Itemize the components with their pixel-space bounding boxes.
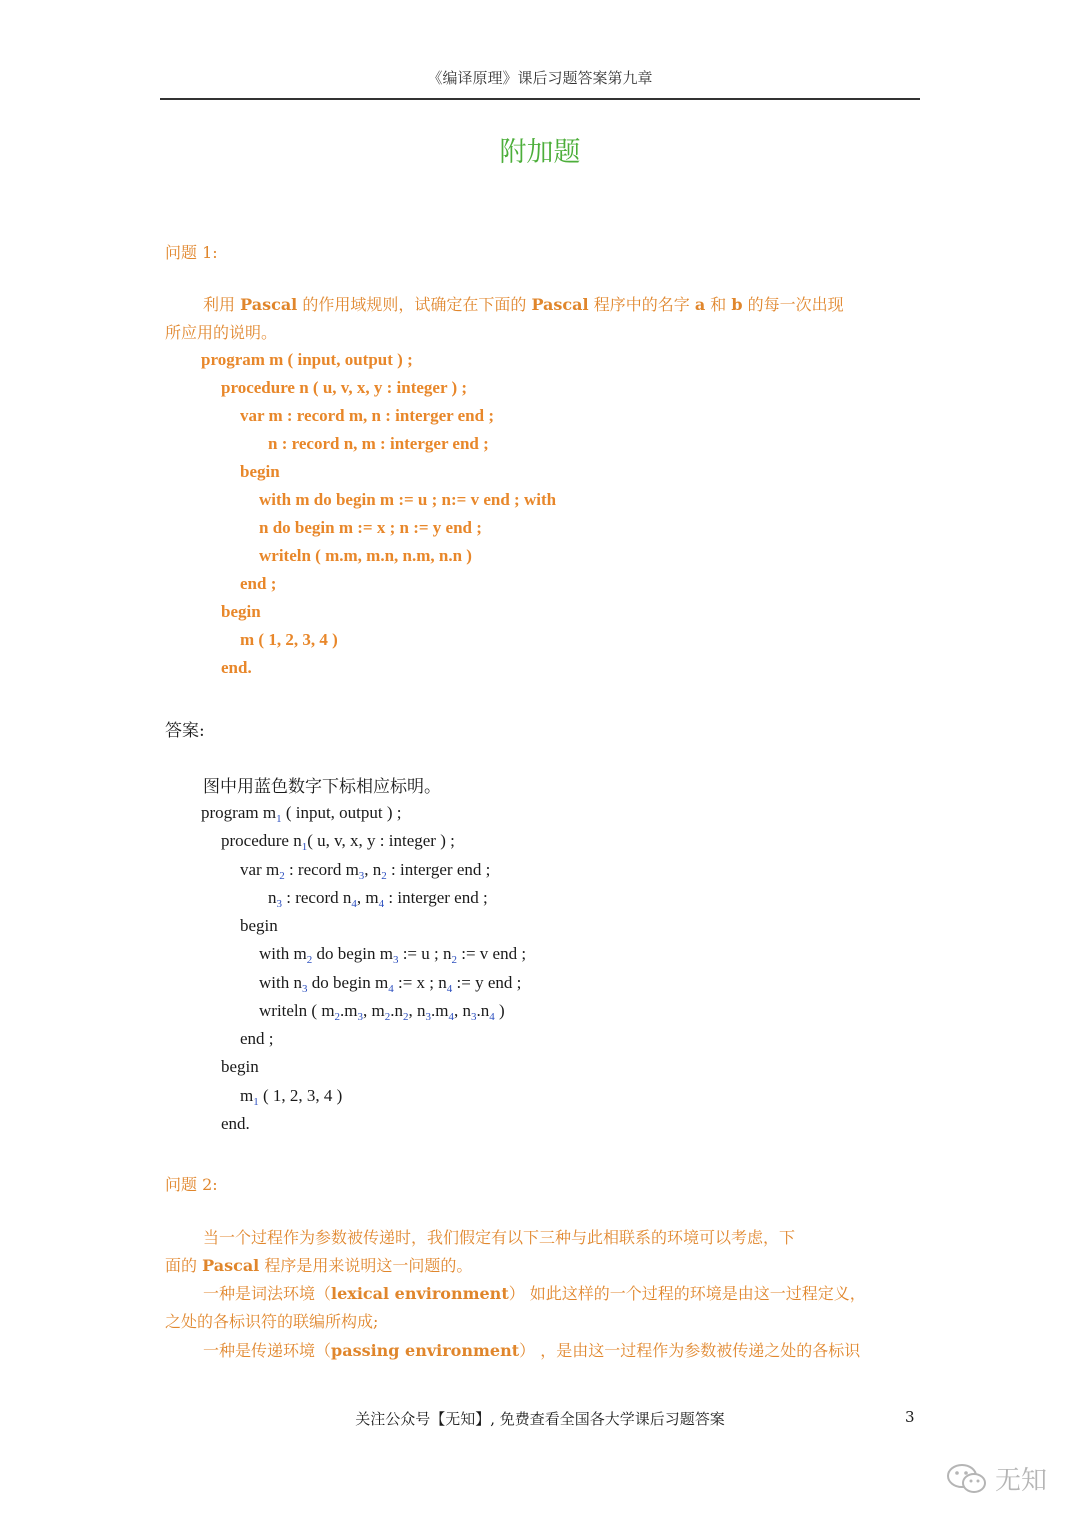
q1-code-line-4: n : record n, m : interger end ; — [268, 434, 489, 453]
text-run: , n — [408, 1001, 426, 1020]
subscript: 1 — [301, 841, 308, 853]
text-run: 程序中的名字 — [588, 295, 695, 314]
text-run: with n — [259, 973, 302, 992]
answer-line-7 — [259, 973, 521, 993]
answer-line-4 — [268, 888, 488, 908]
subscript: 4 — [378, 898, 385, 910]
text-run: : record m — [284, 860, 359, 879]
text-run: , m — [356, 888, 379, 907]
text-run: 程序是用来说明这一问题的。 — [259, 1256, 473, 1275]
text-run: ( input, output ) ; — [281, 803, 402, 822]
text-run-bold: Pascal — [531, 295, 589, 314]
header-rule — [160, 98, 920, 100]
subscript: 1 — [276, 813, 282, 825]
answer-line-3 — [240, 860, 490, 880]
subscript: 3 — [425, 1011, 432, 1023]
text-run: , n — [364, 860, 382, 879]
q2-p1-line1: 当一个过程作为参数被传递时，我们假定有以下三种与此相联系的环境可以考虑，下 — [203, 1228, 796, 1247]
answer-line-8 — [259, 1001, 505, 1021]
text-run-bold: a — [694, 295, 706, 314]
answer-line-11 — [240, 1086, 342, 1106]
q1-code-line-10: begin — [221, 602, 261, 621]
header-title: 《编译原理》课后习题答案第九章 — [427, 69, 653, 87]
subscript: 3 — [357, 1011, 364, 1023]
q1-code-line-5: begin — [240, 462, 280, 481]
text-run: : record n — [282, 888, 352, 907]
subscript: 3 — [358, 870, 365, 882]
text-run-bold: b — [731, 295, 743, 314]
text-run: := u ; n — [398, 944, 452, 963]
text-run: := y end ; — [452, 973, 522, 992]
text-run: n — [268, 888, 277, 907]
q1-intro-line1 — [203, 291, 844, 319]
subscript: 2 — [334, 1011, 341, 1023]
text-run-bold: lexical environment — [331, 1284, 509, 1303]
text-run: : interger end ; — [384, 888, 488, 907]
q1-code-line-9: end ; — [240, 574, 277, 593]
text-run: .m — [340, 1001, 358, 1020]
q1-code-line-2: procedure n ( u, v, x, y : integer ) ; — [221, 378, 468, 397]
text-run: 利用 — [203, 295, 241, 314]
subscript: 4 — [351, 898, 357, 910]
answer-line-12: end. — [221, 1114, 250, 1133]
answer-line-6 — [259, 944, 526, 964]
subscript: 2 — [384, 1011, 391, 1023]
text-run: do begin m — [307, 973, 389, 992]
text-run: .n — [390, 1001, 404, 1020]
text-run-bold: Pascal — [202, 1256, 260, 1275]
text-run: ) — [494, 1001, 505, 1020]
subscript: 2 — [403, 1011, 409, 1023]
text-run: 和 — [705, 295, 732, 314]
answer-line-9: end ; — [240, 1029, 274, 1048]
page-number: 3 — [905, 1408, 915, 1426]
q2-heading: 问题 2: — [165, 1175, 218, 1194]
text-run: 面的 — [165, 1256, 203, 1275]
subscript: 2 — [381, 870, 387, 882]
subscript: 2 — [306, 954, 313, 966]
answer-line-5: begin — [240, 916, 278, 935]
subscript: 3 — [301, 983, 308, 995]
q1-code-line-11: m ( 1, 2, 3, 4 ) — [240, 630, 338, 649]
text-run: writeln ( m — [259, 1001, 335, 1020]
q1-code-line-6: with m do begin m := u ; n:= v end ; with — [259, 490, 557, 509]
text-run: program m — [201, 803, 277, 822]
text-run: .n — [476, 1001, 490, 1020]
page-title: 附加题 — [499, 137, 581, 168]
footer-text: 关注公众号【无知】, 免费查看全国各大学课后习题答案 — [355, 1410, 725, 1428]
answer-note: 图中用蓝色数字下标相应标明。 — [203, 777, 441, 797]
text-run: procedure n — [221, 831, 302, 850]
text-run: 一种是传递环境（ — [203, 1341, 332, 1360]
text-run: m — [240, 1086, 254, 1105]
text-run: do begin m — [312, 944, 393, 963]
text-run: var m — [240, 860, 280, 879]
q1-code-line-1: program m ( input, output ) ; — [201, 350, 413, 369]
text-run: := x ; n — [393, 973, 447, 992]
subscript: 3 — [471, 1011, 477, 1023]
text-run: := v end ; — [457, 944, 527, 963]
q1-heading: 问题 1: — [165, 243, 218, 262]
answer-line-10: begin — [221, 1057, 259, 1076]
q2-p2-line2: 之处的各标识符的联编所构成; — [165, 1312, 379, 1331]
subscript: 3 — [276, 898, 282, 910]
subscript: 4 — [448, 1011, 454, 1023]
q1-code-line-12: end. — [221, 658, 252, 677]
q1-code-line-8: writeln ( m.m, m.n, n.m, n.n ) — [259, 546, 472, 565]
text-run-bold: Pascal — [240, 295, 298, 314]
text-run: 的作用域规则，试确定在下面的 — [297, 295, 532, 314]
q1-intro-line2: 所应用的说明。 — [165, 323, 278, 342]
text-run: 一种是词法环境（ — [203, 1284, 332, 1303]
text-run: ） 如此这样的一个过程的环境是由这一过程定义， — [508, 1284, 866, 1303]
text-run: ( u, v, x, y : integer ) ; — [307, 831, 455, 850]
subscript: 4 — [489, 1011, 495, 1023]
text-run: : interger end ; — [386, 860, 491, 879]
watermark — [945, 1460, 1047, 1497]
subscript: 2 — [451, 954, 457, 966]
text-run: 的每一次出现 — [742, 295, 844, 314]
subscript: 4 — [388, 983, 394, 995]
text-run: ( 1, 2, 3, 4 ) — [258, 1086, 343, 1105]
text-run: ） ，是由这一过程作为参数被传递之处的各标识 — [519, 1341, 861, 1360]
wechat-icon — [945, 1462, 989, 1496]
answer-label: 答案: — [165, 721, 205, 741]
subscript: 1 — [253, 1096, 259, 1108]
q2-p3-line1 — [203, 1337, 860, 1365]
q2-p2-line1 — [203, 1280, 866, 1308]
text-run: .m — [431, 1001, 449, 1020]
q2-p1-line2 — [165, 1252, 472, 1280]
q1-code-line-3: var m : record m, n : interger end ; — [240, 406, 494, 425]
subscript: 2 — [279, 870, 285, 882]
subscript: 4 — [446, 983, 453, 995]
text-run: with m — [259, 944, 307, 963]
answer-line-1 — [201, 803, 402, 823]
text-run: , n — [454, 1001, 471, 1020]
q1-code-line-7: n do begin m := x ; n := y end ; — [259, 518, 482, 537]
answer-line-2 — [221, 831, 455, 851]
text-run: , m — [363, 1001, 385, 1020]
text-run-bold: passing environment — [331, 1341, 520, 1360]
subscript: 3 — [392, 954, 399, 966]
watermark-text: 无知 — [995, 1466, 1048, 1496]
